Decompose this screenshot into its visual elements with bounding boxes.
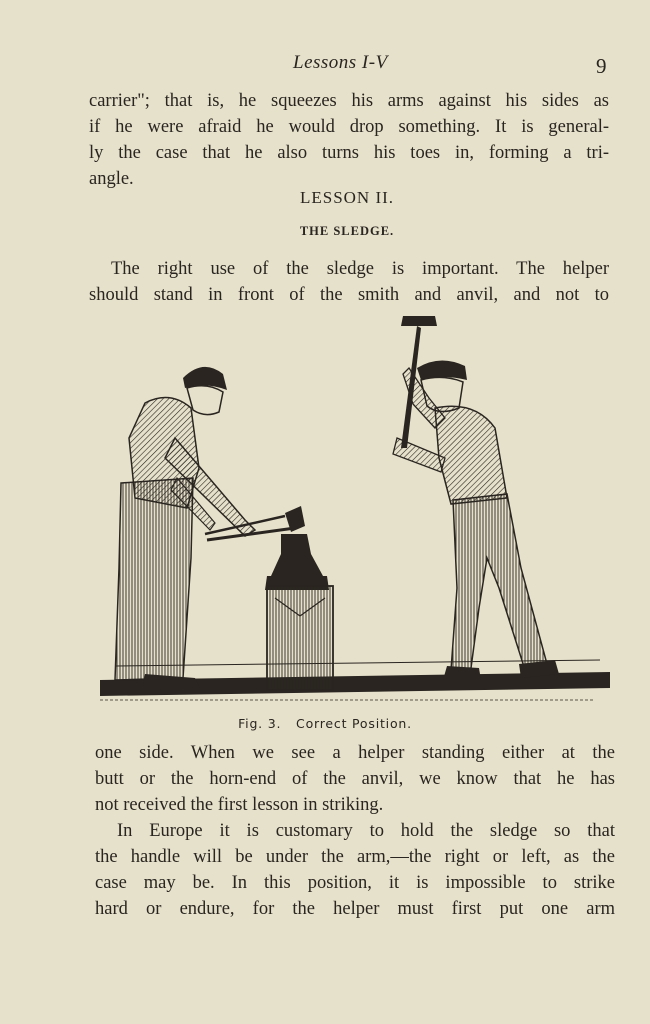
lesson-heading: LESSON II.: [299, 188, 395, 207]
text-line: angle.: [89, 169, 134, 189]
paragraph-2: [89, 256, 609, 308]
text-line: should stand in front of the smith and anvil, and not to: [89, 285, 609, 305]
text-line: carrier"; that is, he squeezes his arms against his sides as: [89, 91, 609, 111]
figure-caption-text: Correct Position.: [296, 716, 412, 731]
figure-caption: [0, 716, 650, 731]
paragraph-3: [95, 740, 615, 818]
anvil-block: [267, 586, 333, 690]
running-head: [0, 52, 650, 80]
blacksmith-and-helper-illustration: [95, 308, 615, 708]
figure-label: Fig. 3.: [238, 716, 282, 731]
text-line: ly the case that he also turns his toes in, forming a tri-: [89, 143, 609, 163]
text-line: case may be. In this position, it is impossible to strike: [95, 873, 615, 893]
page-number: 9: [596, 54, 607, 78]
text-line: the handle will be under the arm,—the right or left, as the: [95, 847, 615, 867]
helper-figure: [393, 316, 559, 680]
paragraph-1: [89, 88, 609, 192]
lesson-subheading: THE SLEDGE.: [299, 224, 395, 238]
text-line: butt or the horn-end of the anvil, we know that he has: [95, 769, 615, 789]
text-line: In Europe it is customary to hold the sledge so that: [117, 821, 615, 841]
text-line: hard or endure, for the helper must first put one arm: [95, 899, 615, 919]
anvil: [265, 534, 329, 590]
text-line: one side. When we see a helper standing either at the: [95, 743, 615, 763]
running-title: Lessons I-V: [293, 52, 388, 73]
text-line: if he were afraid he would drop something. It is general-: [89, 117, 609, 137]
text-line: not received the first lesson in striking.: [95, 795, 384, 815]
text-line: The right use of the sledge is important. The helper: [111, 259, 609, 279]
paragraph-4: [95, 818, 615, 922]
